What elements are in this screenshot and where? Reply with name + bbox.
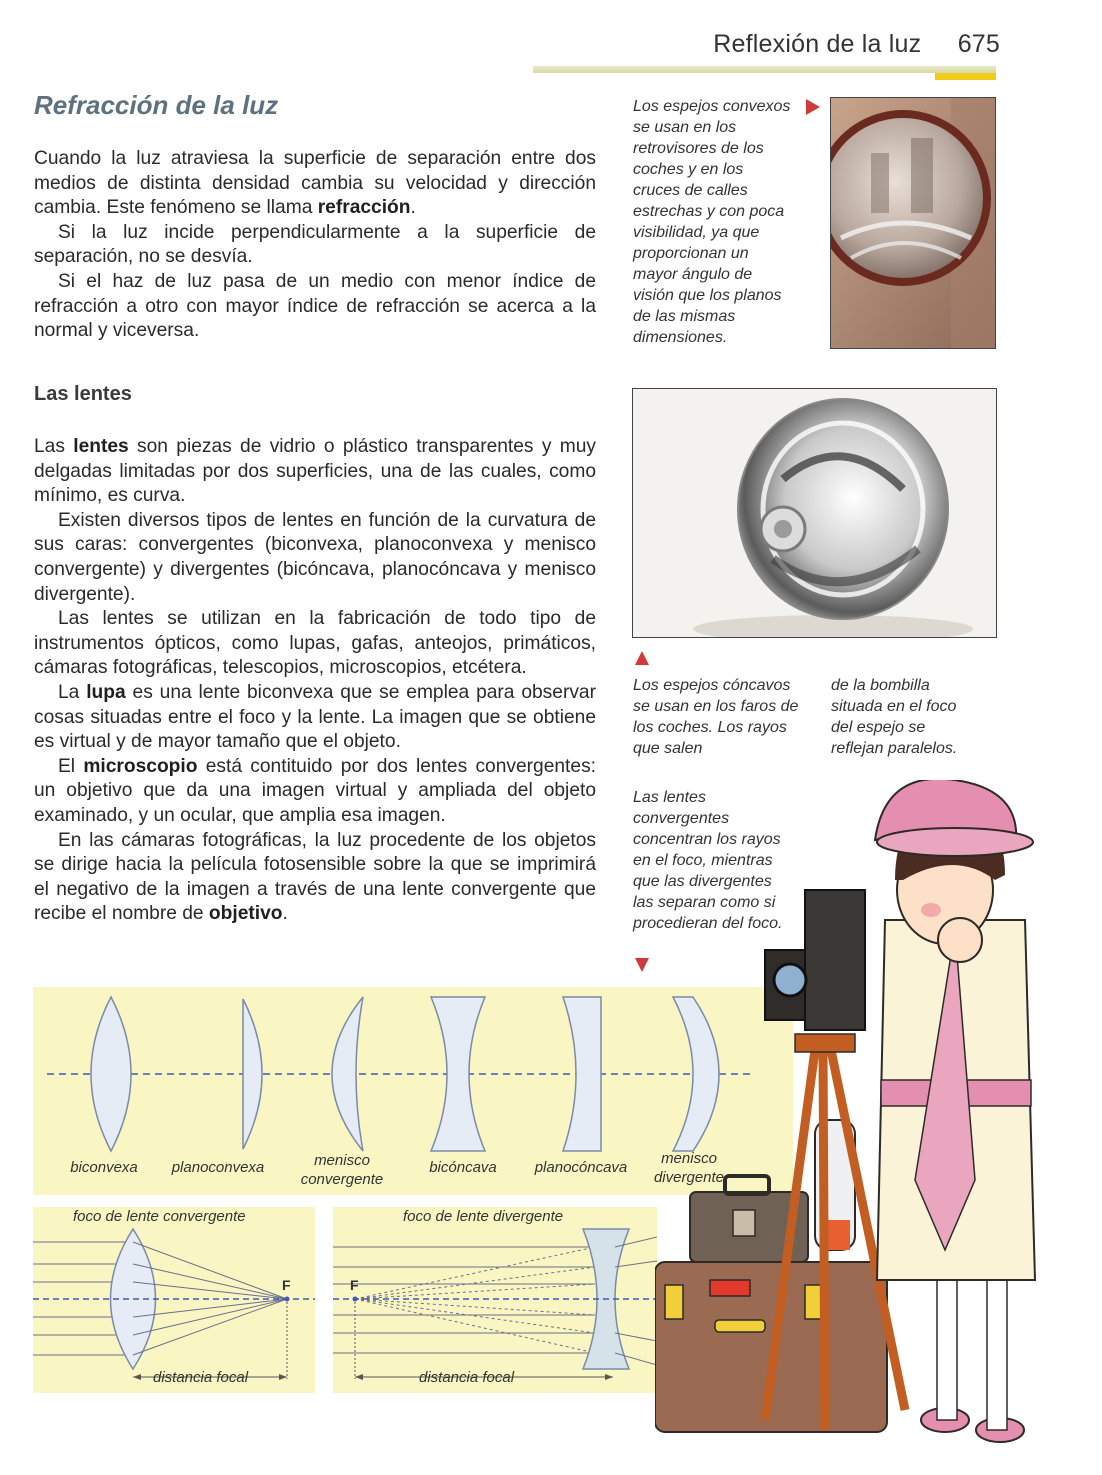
planoconvex-lens: [243, 999, 262, 1149]
label-menisco-divergente: menisco divergente: [653, 1150, 725, 1186]
header-bar: [533, 66, 996, 73]
term-refraccion: refracción: [317, 197, 411, 219]
section-title: Refracción de la luz: [34, 90, 279, 120]
conv-diagram-title: foco de lente convergente: [73, 1208, 246, 1225]
refraccion-text: [34, 147, 596, 344]
diverging-focus-panel: [333, 1207, 657, 1393]
paragraph: Existen diversos tipos de lentes en función de la curvatura de sus caras: convergentes (biconvexa, planoconvexa y menisco convergente) y divergentes (bicóncava, planocóncava y menisco divergente).: [34, 509, 596, 605]
label-planoconcava: planocóncava: [534, 1159, 628, 1176]
term-lentes: lentes: [73, 436, 129, 457]
convex-mirror-photo: [830, 97, 996, 349]
arrow-right-icon: [806, 99, 820, 115]
conv-focal-label: distancia focal: [153, 1369, 249, 1386]
running-header: [700, 30, 1000, 59]
term-lupa: lupa: [86, 681, 126, 703]
paragraph: Si el haz de luz pasa de un medio con menor índice de refracción a otro con mayor índice de refracción se acerca a la normal y viceversa.: [34, 270, 596, 342]
label-planoconvexa: planoconvexa: [171, 1159, 265, 1176]
label-menisco-convergente: menisco convergente: [300, 1152, 384, 1188]
photographer-illustration: [655, 780, 1100, 1470]
caption-lenses-rays: Las lentes convergentes concentran los rayos en el foco, mientras que las divergentes las separan como si procedieran del foco.: [633, 789, 783, 932]
lentes-text: [34, 435, 596, 927]
div-focus-label: F: [350, 1277, 359, 1293]
arrow-down-icon: [635, 958, 649, 972]
caption-convex-mirror: Los espejos convexos se usan en los retrovisores de los coches y en los cruces de calles estrechas y con poca visibilidad, ya que proporcionan un mayor ángulo de visión que los planos de las mismas dimensiones.: [633, 98, 791, 346]
caption-concave-mirror-right: de la bombilla situada en el foco del espejo se reflejan paralelos.: [831, 677, 958, 757]
converging-focus-drawing: [33, 1207, 315, 1393]
diverging-focus-drawing: [333, 1207, 657, 1393]
term-objetivo: objetivo: [208, 903, 283, 925]
div-diagram-title: foco de lente divergente: [403, 1208, 564, 1225]
paragraph: Si la luz incide perpendicularmente a la superficie de separación, no se desvía.: [34, 221, 596, 268]
paragraph: La lupa es una lente biconvexa que se emplea para observar cosas situadas entre el foco y la lente. La imagen que se obtiene es virtual y de mayor tamaño que el objeto.: [34, 681, 596, 753]
page-number: 675: [957, 30, 1000, 58]
biconcave-lens: [431, 997, 485, 1151]
div-focal-label: distancia focal: [419, 1369, 515, 1386]
header-title: Reflexión de la luz: [713, 30, 922, 58]
caption-concave-mirror-left: Los espejos cóncavos se usan en los faros de los coches. Los rayos que salen: [633, 677, 799, 757]
biconvex-lens: [91, 997, 131, 1151]
paragraph: Las lentes se utilizan en la fabricación de todo tipo de instrumentos ópticos, como lupas, gafas, anteojos, primáticos, cámaras fotográficas, telescopios, microscopios, etcétera.: [34, 608, 596, 679]
subsection-title: Las lentes: [34, 383, 132, 405]
header-accent: [935, 73, 996, 80]
term-microscopio: microscopio: [83, 755, 198, 777]
converging-focus-panel: [33, 1207, 315, 1393]
conv-focus-label: F: [282, 1277, 291, 1293]
paragraph: Las lentes son piezas de vidrio o plástico transparentes y muy delgadas limitadas por dos superficies, una de las cuales, como mínimo, es curva.: [34, 436, 596, 507]
label-biconcava: bicóncava: [429, 1159, 497, 1176]
label-biconvexa: biconvexa: [70, 1159, 138, 1176]
paragraph: El microscopio está contituido por dos lentes convergentes: un objetivo que da una imagen virtual y ampliada del objeto examinado, y un ocular, que amplia esa imagen.: [34, 755, 596, 826]
converging-meniscus-lens: [332, 997, 363, 1151]
concave-mirror-photo: [632, 388, 997, 638]
paragraph: Cuando la luz atraviesa la superficie de separación entre dos medios de distinta densidad cambia su velocidad y dirección cambia. Este fenómeno se llama refracción.: [34, 148, 596, 219]
arrow-up-icon: [635, 651, 649, 665]
paragraph: En las cámaras fotográficas, la luz procedente de los objetos se dirige hacia la película fotosensible sobre la que se imprimirá el negativo de la imagen a través de una lente convergente que recibe el nombre de objetivo.: [34, 829, 596, 925]
